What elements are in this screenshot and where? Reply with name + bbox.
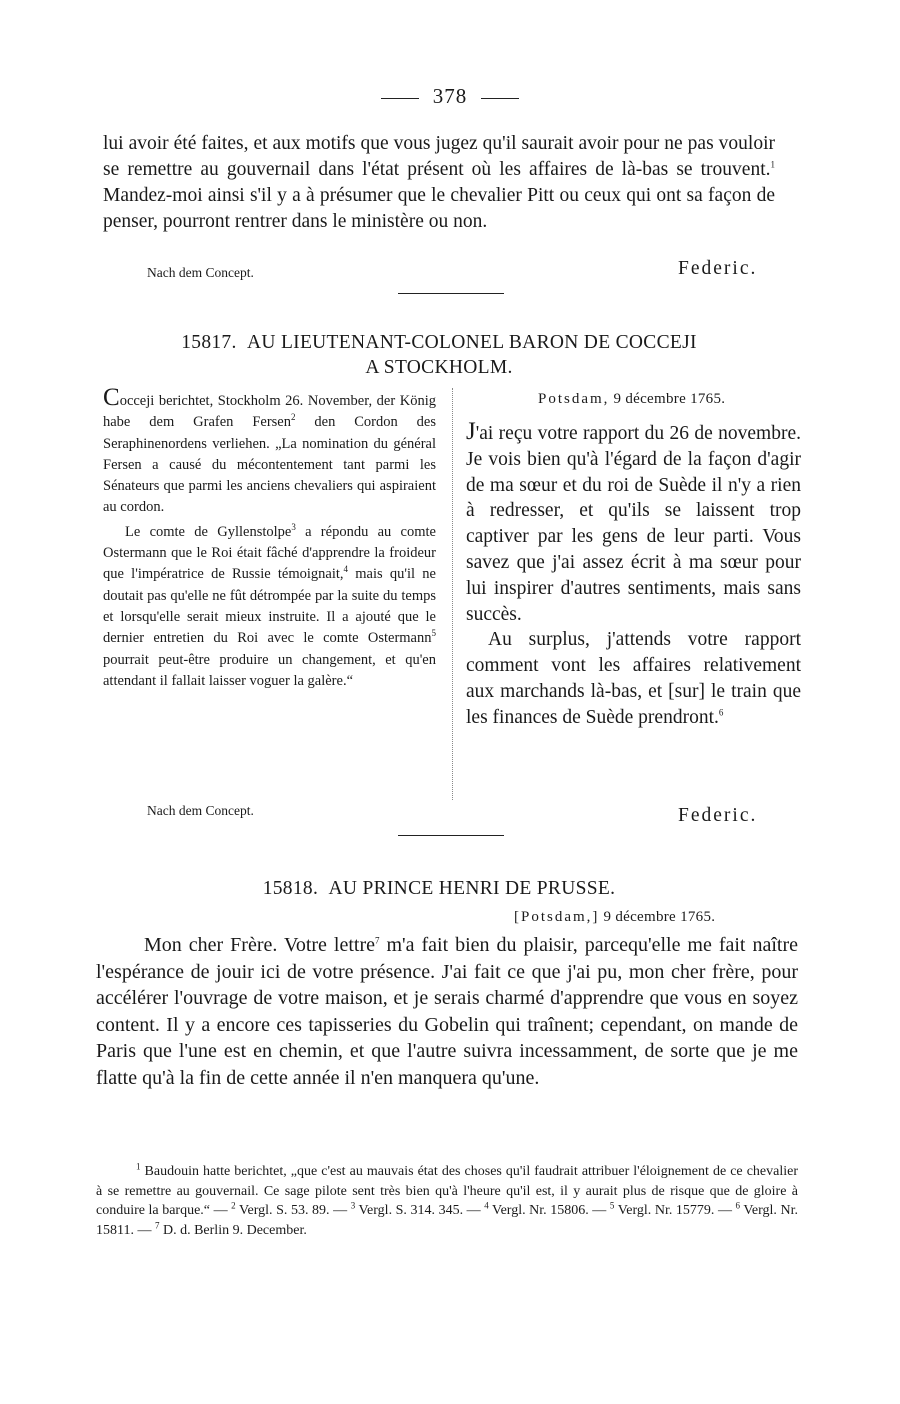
intro-text-2: Mandez-moi ainsi s'il y a à présumer que le chevalier Pitt ou ceux qui ont sa façon de penser, pourront rentrer dans le ministère ou non. — [103, 185, 775, 232]
footnote-2: Vergl. S. 53. 89. — — [235, 1203, 351, 1219]
section-divider-1 — [398, 293, 504, 294]
letter-15817-heading — [103, 332, 775, 354]
summary-dropcap: C — [103, 384, 120, 411]
footnote-ref-4[interactable]: 4 — [343, 564, 349, 575]
letter-title: AU PRINCE HENRI DE PRUSSE. — [328, 878, 616, 899]
footnote-ref-5[interactable]: 5 — [431, 628, 436, 639]
footnote-4: Vergl. Nr. 15806. — — [488, 1203, 610, 1219]
letter-15818-date: [Potsdam,] 9 décembre 1765. — [514, 909, 716, 925]
intro-source: Nach dem Concept. — [147, 265, 254, 280]
footnote-5: Vergl. Nr. 15779. — — [614, 1203, 736, 1219]
letter-title: AU LIEUTENANT-COLONEL BARON DE COCCEJI — [247, 332, 697, 353]
footnote-ref-2[interactable]: 2 — [291, 412, 296, 423]
footnote-mark-3: 3 — [350, 1200, 356, 1211]
footnote-7: D. d. Berlin 9. December. — [159, 1222, 307, 1238]
body-dropcap: J — [466, 418, 476, 445]
footnote-3: Vergl. S. 314. 345. — — [355, 1203, 485, 1219]
letter-15817-signature: Federic. — [678, 805, 758, 826]
footnote-mark-7: 7 — [154, 1220, 160, 1231]
footnote-mark-1: 1 — [136, 1161, 141, 1172]
footnote-ref-6[interactable]: 6 — [718, 707, 724, 718]
section-divider-2 — [398, 835, 504, 836]
page-number-dash-right — [481, 98, 519, 99]
footnote-6: Vergl. Nr. 15811. — — [96, 1203, 799, 1238]
footnote-mark-4: 4 — [484, 1200, 489, 1211]
footnote-mark-6: 6 — [735, 1200, 741, 1211]
letter-15817-date: Potsdam, 9 décembre 1765. — [538, 391, 726, 407]
footnote-ref-3[interactable]: 3 — [291, 521, 296, 532]
footnote-ref-7[interactable]: 7 — [375, 935, 380, 946]
letter-15818-heading — [103, 878, 775, 900]
letter-15817-heading-2: A STOCKHOLM. — [365, 357, 513, 378]
page-number: 378 — [0, 84, 900, 109]
letter-15817-source: Nach dem Concept. — [147, 803, 254, 818]
column-separator — [452, 388, 453, 800]
footnote-ref-1[interactable]: 1 — [770, 159, 775, 170]
intro-text: lui avoir été faites, et aux motifs que vous jugez qu'il saurait avoir pour ne pas vouloir se remettre au gouvernail dans l'état présent où les affaires de là-bas se trouvent. — [103, 133, 775, 180]
page-number-dash-left — [381, 98, 419, 99]
footnote-mark-5: 5 — [609, 1200, 615, 1211]
footnote-mark-2: 2 — [231, 1200, 236, 1211]
footnote-1: Baudouin hatte berichtet, „que c'est au mauvais état des choses qu'il faudrait attribuer l'éloignement de ce chevalier à se remettre au gouvernail. Ce sage pilote sent très bien qu'à l'heure qu'il est, il y aurait plus de risque que de gloire à conduire la barque.“ — — [96, 1164, 798, 1219]
intro-paragraph — [103, 131, 775, 235]
footnotes — [96, 1162, 798, 1240]
letter-number: 15818. — [262, 878, 319, 899]
intro-signature: Federic. — [678, 258, 758, 279]
letter-15817-summary: Cocceji berichtet, Stockholm 26. November, der König habe dem Grafen Fersen$^2$ den Cordon des Seraphinenordens verliehen. „La nomination du général Fersen a causé du mécontentement tant parmi les Sénateurs que parmi les anciens chevaliers qui aspiraient au cordon. Le comte de Gyllenstolpe$^3$ a répondu au comte Ostermann que le Roi était fâché d'apprendre la froideur que l'impératrice de Russie témoignait,$^4$ mais qu'il ne doutait pas qu'elle ne fût détrompée par la suite du temps et lorsqu'elle serait mieux instruite. Il a ajouté que le dernier entretien du Roi avec le comte Ostermann$^5$ pourrait peut-être produire un changement, et qu'en attendant il fallait laisser voguer la galère.“ — [103, 384, 437, 689]
letter-15817-body: J'ai reçu votre rapport du 26 de novembre. Je vois bien qu'à l'égard de la façon d'agir de ma sœur et du roi de Suède il n'y a rien à redresser, et qu'ils se laissent trop captiver par les gens de leur parti. Vous savez que j'ai assez écrit à ma sœur pour lui inspirer d'autres sentiments, mais sans succès. Au surplus, j'attends votre rapport comment vont les affaires relativement aux marchands là-bas, et [sur] le train que les finances de Suède prendront.$^6$ — [466, 418, 801, 728]
letter-number: 15817. — [181, 332, 237, 353]
letter-15818-body: Mon cher Frère. Votre lettre$^7$ m'a fait bien du plaisir, parcequ'elle me fait naître l'espérance de jouir ici de votre présence. J'ai fait ce que j'ai pu, mon cher frère, pour accélérer l'ouvrage de votre maison, et je serais charmé d'apprendre que vous en soyez content. Il y a encore ces tapisseries du Gobelin qui traînent; cependant, on mande de Paris que l'une est en chemin, et que l'autre suivra incessamment, de sorte que je me flatte qu'à la fin de cette année il n'en manquera qu'une. — [96, 934, 798, 1089]
